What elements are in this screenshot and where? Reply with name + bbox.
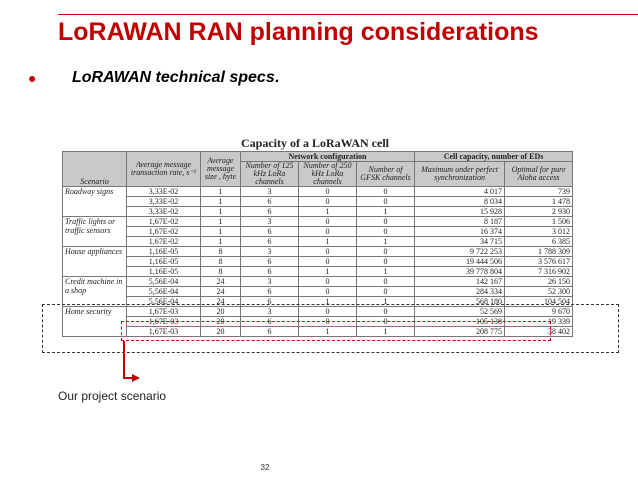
cell-gfsk: 0: [357, 227, 415, 237]
cell-gfsk: 0: [357, 277, 415, 287]
cell-aloha: 6 385: [505, 237, 573, 247]
cell-lora250: 1: [299, 297, 357, 307]
cell-aloha: 3 576 617: [505, 257, 573, 267]
cell-max-sync: 142 167: [415, 277, 505, 287]
header-gfsk: Number of GFSK channels: [357, 162, 415, 187]
header-cell-capacity: Cell capacity, number of EDs: [415, 152, 573, 162]
cell-size: 8: [201, 247, 241, 257]
table-title: Capacity of a LoRaWAN cell: [241, 136, 389, 150]
cell-lora250: 0: [299, 307, 357, 317]
table-row: [63, 237, 573, 247]
cell-aloha: 9 670: [505, 307, 573, 317]
cell-rate: 3,33E-02: [127, 197, 201, 207]
cell-lora125: 3: [241, 187, 299, 197]
cell-lora250: 0: [299, 187, 357, 197]
cell-scenario: Roadway signs: [63, 187, 127, 217]
cell-gfsk: 0: [357, 197, 415, 207]
cell-aloha: 739: [505, 187, 573, 197]
cell-max-sync: 52 569: [415, 307, 505, 317]
cell-scenario: Credit machine in a shop: [63, 277, 127, 307]
cell-max-sync: 284 334: [415, 287, 505, 297]
cell-aloha: 7 316 902: [505, 267, 573, 277]
cell-size: 1: [201, 217, 241, 227]
cell-lora125: 6: [241, 237, 299, 247]
title-rule: [58, 14, 638, 15]
cell-max-sync: 208 775: [415, 327, 505, 337]
cell-lora250: 0: [299, 247, 357, 257]
arrow-line-vertical: [123, 341, 125, 378]
cell-scenario: House appliances: [63, 247, 127, 277]
cell-max-sync: 8 034: [415, 197, 505, 207]
cell-rate: 1,67E-02: [127, 227, 201, 237]
table-row: [63, 247, 573, 257]
cell-lora125: 6: [241, 297, 299, 307]
cell-gfsk: 0: [357, 247, 415, 257]
cell-lora125: 6: [241, 257, 299, 267]
cell-aloha: 38 402: [505, 327, 573, 337]
cell-size: 20: [201, 317, 241, 327]
cell-size: 24: [201, 297, 241, 307]
header-lora250: Number of 250 kHz LoRa channels: [299, 162, 357, 187]
slide-subtitle: [72, 69, 279, 87]
project-scenario-label: Our project scenario: [58, 389, 167, 403]
cell-aloha: 26 150: [505, 277, 573, 287]
cell-lora125: 6: [241, 317, 299, 327]
cell-lora250: 0: [299, 227, 357, 237]
cell-lora125: 3: [241, 277, 299, 287]
subtitle-suffix: .: [274, 69, 280, 86]
cell-size: 24: [201, 287, 241, 297]
cell-lora125: 6: [241, 227, 299, 237]
cell-lora125: 6: [241, 197, 299, 207]
cell-lora125: 3: [241, 217, 299, 227]
bullet-dot: ●: [28, 70, 37, 86]
highlight-box-project-scenario: [121, 321, 551, 341]
cell-lora250: 0: [299, 197, 357, 207]
cell-rate: 1,16E-05: [127, 267, 201, 277]
cell-scenario: Home security: [63, 307, 127, 337]
cell-lora125: 6: [241, 327, 299, 337]
cell-rate: 5,56E-04: [127, 297, 201, 307]
cell-size: 8: [201, 267, 241, 277]
cell-lora250: 0: [299, 277, 357, 287]
header-scenario: Scenario: [63, 152, 127, 187]
cell-size: 1: [201, 187, 241, 197]
arrow-right-icon: [132, 374, 140, 382]
cell-max-sync: 39 778 804: [415, 267, 505, 277]
cell-size: 24: [201, 277, 241, 287]
cell-max-sync: 105 138: [415, 317, 505, 327]
cell-rate: 5,56E-04: [127, 277, 201, 287]
cell-max-sync: 8 187: [415, 217, 505, 227]
header-aloha: Optimal for pure Aloha access: [505, 162, 573, 187]
cell-rate: 3,33E-02: [127, 187, 201, 197]
cell-lora125: 6: [241, 287, 299, 297]
cell-gfsk: 0: [357, 217, 415, 227]
cell-rate: 1,67E-03: [127, 327, 201, 337]
cell-aloha: 52 300: [505, 287, 573, 297]
table-row: [63, 187, 573, 197]
page-number: 32: [260, 463, 270, 472]
slide-title: LoRAWAN RAN planning considerations: [58, 18, 539, 46]
cell-lora250: 1: [299, 237, 357, 247]
cell-aloha: 104 504: [505, 297, 573, 307]
header-size: Average message size , byte: [201, 152, 241, 187]
cell-rate: 1,67E-02: [127, 237, 201, 247]
cell-gfsk: 0: [357, 317, 415, 327]
cell-size: 20: [201, 327, 241, 337]
cell-rate: 5,56E-04: [127, 287, 201, 297]
cell-lora250: 1: [299, 327, 357, 337]
cell-size: 1: [201, 237, 241, 247]
cell-aloha: 1 506: [505, 217, 573, 227]
cell-aloha: 1 788 309: [505, 247, 573, 257]
cell-max-sync: 4 017: [415, 187, 505, 197]
cell-rate: 1,16E-05: [127, 257, 201, 267]
cell-lora125: 6: [241, 267, 299, 277]
cell-lora250: 1: [299, 207, 357, 217]
cell-lora250: 0: [299, 217, 357, 227]
cell-gfsk: 0: [357, 307, 415, 317]
cell-max-sync: 16 374: [415, 227, 505, 237]
cell-rate: 1,67E-02: [127, 217, 201, 227]
header-rate: Average message transaction rate, s⁻¹: [127, 152, 201, 187]
cell-rate: 1,67E-03: [127, 307, 201, 317]
cell-size: 8: [201, 257, 241, 267]
table-row: [63, 287, 573, 297]
cell-gfsk: 0: [357, 257, 415, 267]
cell-rate: 3,33E-02: [127, 207, 201, 217]
cell-gfsk: 1: [357, 267, 415, 277]
cell-gfsk: 0: [357, 187, 415, 197]
cell-max-sync: 568 180: [415, 297, 505, 307]
cell-lora250: 0: [299, 317, 357, 327]
table-row: [63, 267, 573, 277]
header-network-config: Network configuration: [241, 152, 415, 162]
cell-max-sync: 15 928: [415, 207, 505, 217]
cell-size: 1: [201, 207, 241, 217]
cell-lora250: 0: [299, 287, 357, 297]
cell-lora125: 3: [241, 307, 299, 317]
cell-scenario: Traffic lights or traffic sensors: [63, 217, 127, 247]
cell-size: 1: [201, 227, 241, 237]
cell-max-sync: 19 444 506: [415, 257, 505, 267]
cell-gfsk: 0: [357, 287, 415, 297]
cell-lora250: 1: [299, 267, 357, 277]
cell-gfsk: 1: [357, 237, 415, 247]
table-row: [63, 207, 573, 217]
header-lora125: Number of 125 kHz LoRa channels: [241, 162, 299, 187]
cell-gfsk: 1: [357, 297, 415, 307]
cell-aloha: 19 339: [505, 317, 573, 327]
cell-lora125: 3: [241, 247, 299, 257]
cell-gfsk: 1: [357, 207, 415, 217]
cell-aloha: 2 930: [505, 207, 573, 217]
cell-gfsk: 1: [357, 327, 415, 337]
cell-lora250: 0: [299, 257, 357, 267]
cell-max-sync: 9 722 253: [415, 247, 505, 257]
cell-max-sync: 34 715: [415, 237, 505, 247]
cell-size: 20: [201, 307, 241, 317]
cell-aloha: 3 012: [505, 227, 573, 237]
cell-lora125: 6: [241, 207, 299, 217]
table-row: [63, 217, 573, 227]
cell-rate: 1,16E-05: [127, 247, 201, 257]
table-row: [63, 197, 573, 207]
table-row: [63, 227, 573, 237]
table-row: [63, 257, 573, 267]
subtitle-text: LoRAWAN technical specs: [72, 69, 275, 86]
header-max-sync: Maximum under perfect synchronization: [415, 162, 505, 187]
table-row: [63, 277, 573, 287]
cell-aloha: 1 478: [505, 197, 573, 207]
cell-size: 1: [201, 197, 241, 207]
cell-rate: 1,67E-03: [127, 317, 201, 327]
